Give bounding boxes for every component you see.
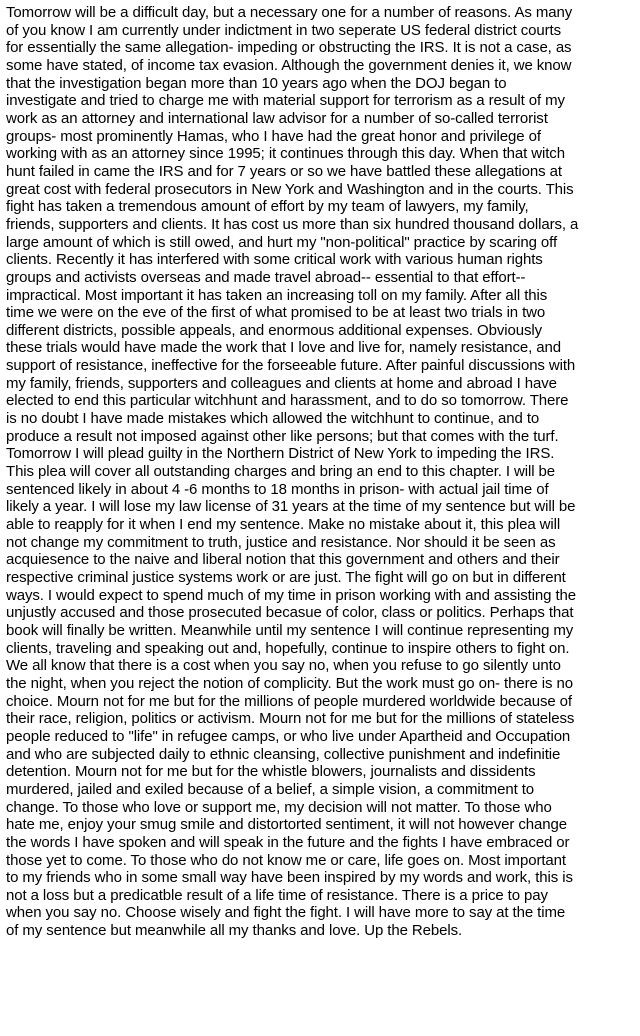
text-line: clients. Recently it has interfered with some critical work with various human rights bbox=[6, 251, 543, 269]
text-line: unjustly accused and those prosecuted becasue of color, class or politics. Perhaps that bbox=[6, 604, 574, 622]
text-line: to my friends who in some small way have been inspired by my words and work, this is bbox=[6, 869, 573, 887]
text-line: when you say no. Choose wisely and fight the fight. I will have more to say at the time bbox=[6, 904, 566, 922]
text-line: groups and activists overseas and made travel abroad-- essential to that effort-- bbox=[6, 268, 526, 286]
text-line: investigate and tried to charge me with material support for terrorism as a result of my bbox=[6, 92, 565, 110]
text-line: not change my commitment to truth, justice and resistance. Nor should it be seen as bbox=[6, 533, 556, 551]
text-line: these trials would have made the work that I love and live for, namely resistance, and bbox=[6, 339, 562, 357]
text-line: friends, supporters and clients. It has cost us more than six hundred thousand dollars, a bbox=[6, 215, 579, 233]
text-line: likely a year. I will lose my law license of 31 years at the time of my sentence but will be bbox=[6, 498, 576, 516]
text-line: This plea will cover all outstanding charges and bring an end to this chapter. I will be bbox=[6, 463, 556, 481]
text-line: impractical. Most important it has taken an increasing toll on my family. After all this bbox=[6, 286, 548, 304]
text-line: ways. I would expect to spend much of my time in prison working with and assisting the bbox=[6, 586, 577, 604]
text-line: support of resistance, ineffective for the forseeable future. After painful discussions with bbox=[6, 357, 576, 375]
text-line: my family, friends, supporters and colleagues and clients at home and abroad I have bbox=[6, 374, 557, 392]
text-line: of my sentence but meanwhile all my thanks and love. Up the Rebels. bbox=[6, 922, 463, 940]
text-line: and who are subjected daily to ethnic cleansing, collective punishment and indefinitie bbox=[6, 745, 561, 763]
text-line: hunt failed in came the IRS and for 7 years or so we have battled these allegations at bbox=[6, 162, 562, 180]
text-line: able to reapply for it when I end my sentence. Make no mistake about it, this plea will bbox=[6, 516, 561, 534]
text-line: time we were on the eve of the first of what promised to be at least two trials in two bbox=[6, 304, 546, 322]
text-line: book will finally be written. Meanwhile until my sentence I will continue representing my bbox=[6, 621, 574, 639]
text-line: for essentially the same allegation- impeding or obstructing the IRS. It is not a case, as bbox=[6, 39, 572, 57]
text-line: the words I have spoken and will speak in the future and the fights I have embraced or bbox=[6, 833, 570, 851]
text-line: respective criminal justice systems work or are just. The fight will go on but in different bbox=[6, 569, 566, 586]
text-line: work as an attorney and international law advisor for a number of so-called terrorist bbox=[6, 109, 548, 127]
text-line: the night, when you reject the notion of complicity. But the work must go on- there is no bbox=[6, 674, 573, 692]
text-line: murdered, jailed and exiled because of a belief, a simple vision, a commitment to bbox=[6, 780, 535, 798]
text-line: choice. Mourn not for me but for the millions of people murdered worldwide because of bbox=[6, 692, 572, 710]
text-line: some have stated, of income tax evasion. Although the government denies it, we know bbox=[6, 56, 572, 74]
text-line: Tomorrow I will plead guilty in the Northern District of New York to impeding the IRS. bbox=[6, 445, 555, 463]
text-line: produce a result not imposed against other like persons; but that comes with the turf. bbox=[6, 427, 559, 445]
letter-body bbox=[6, 4, 634, 940]
text-line: detention. Mourn not for me but for the whistle blowers, journalists and dissidents bbox=[6, 763, 536, 781]
text-line: sentenced likely in about 4 -6 months to 18 months in prison- with actual jail time of bbox=[6, 480, 549, 498]
text-line: is no doubt I have made mistakes which allowed the witchhunt to continue, and to bbox=[6, 410, 540, 428]
text-line: We all know that there is a cost when you say no, when you refuse to go silently unto bbox=[6, 657, 561, 675]
text-line: their race, religion, politics or activism. Mourn not for me but for the millions of stateless bbox=[6, 710, 575, 728]
text-line: change. To those who love or support me, my decision will not matter. To those who bbox=[6, 798, 552, 816]
text-line: different districts, possible appeals, and enormous additional expenses. Obviously bbox=[6, 321, 543, 339]
text-line: clients, traveling and speaking out and, hopefully, continue to inspire others to fight on. bbox=[6, 639, 570, 657]
text-line: fight has taken a tremendous amount of effort by my team of lawyers, my family, bbox=[6, 198, 529, 216]
text-line: those yet to come. To those who do not know me or care, life goes on. Most important bbox=[6, 851, 566, 869]
text-line: that the investigation began more than 10 years ago when the DOJ began to bbox=[6, 74, 507, 92]
text-line: groups- most prominently Hamas, who I have had the great honor and privilege of bbox=[6, 127, 541, 145]
text-line: Tomorrow will be a difficult day, but a necessary one for a number of reasons. As many bbox=[6, 4, 573, 21]
text-line: large amount of which is still owed, and hurt my "non-political" practice by scaring off bbox=[6, 233, 558, 251]
text-line: not a loss but a predicatble result of a life time of resistance. There is a price to pay bbox=[6, 886, 548, 904]
text-line: people reduced to "life" in refugee camps, or who live under Apartheid and Occupation bbox=[6, 727, 571, 745]
text-line: working with as an attorney since 1995; it continues through this day. When that witch bbox=[6, 145, 565, 163]
text-line: great cost with federal prosecutors in New York and Washington and in the courts. This bbox=[6, 180, 574, 198]
text-line: acquiesence to the naive and liberal notion that this government and others and their bbox=[6, 551, 560, 569]
text-line: hate me, enjoy your smug smile and distortorted sentiment, it will not however change bbox=[6, 816, 567, 834]
text-line: of you know I am currently under indictment in two seperate US federal district courts bbox=[6, 21, 561, 39]
text-line: elected to end this particular witchhunt and harassment, and to do so tomorrow. There bbox=[6, 392, 569, 410]
